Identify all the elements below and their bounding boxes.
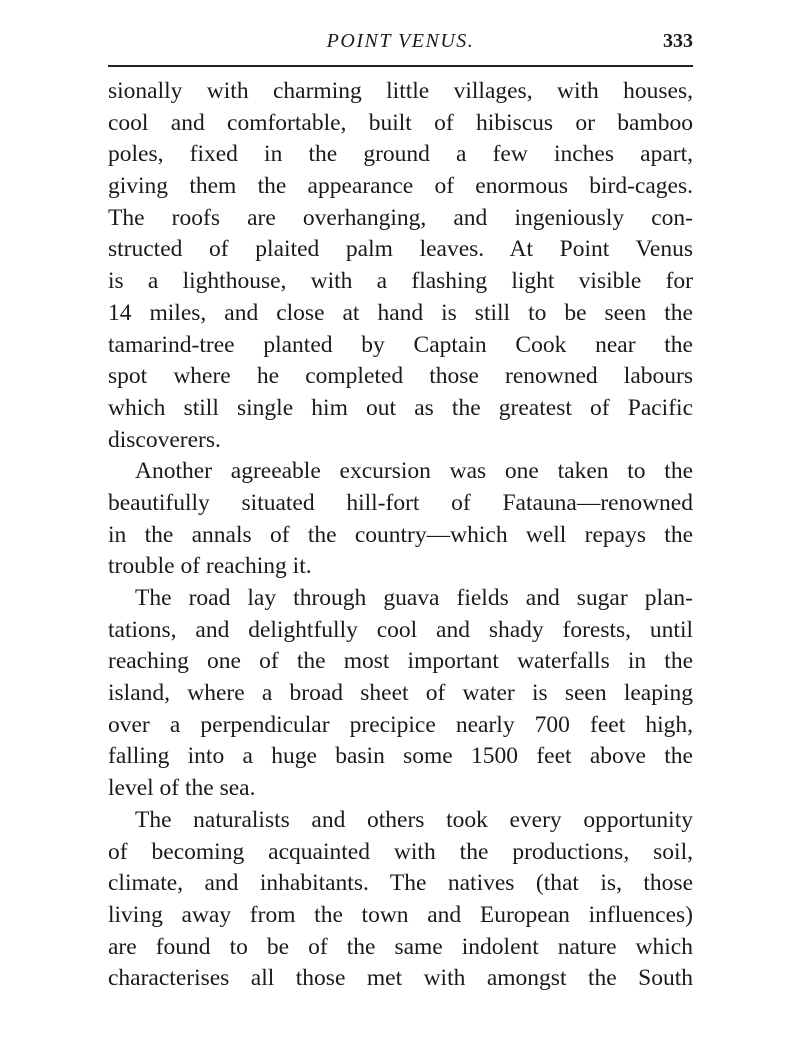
text-line: poles, fixed in the ground a few inches apart, — [108, 141, 693, 168]
paragraph — [108, 76, 693, 456]
running-title: POINT VENUS. — [326, 30, 475, 52]
text-line: The road lay through guava fields and sugar plan- — [135, 585, 693, 611]
text-line: tations, and delightfully cool and shady forests, until — [108, 616, 693, 643]
text-line: sionally with charming little villages, with houses, — [108, 78, 693, 104]
text-line: in the annals of the country—which well repays the — [108, 521, 693, 548]
running-head — [108, 30, 693, 58]
text-line: which still single him out as the greatest of Pacific — [108, 394, 693, 421]
text-line: structed of plaited palm leaves. At Point Venus — [108, 236, 693, 263]
text-line: of becoming acquainted with the productions, soil, — [108, 838, 693, 865]
text-line: are found to be of the same indolent nature which — [108, 933, 693, 960]
text-line: falling into a huge basin some 1500 feet above the — [108, 743, 693, 770]
text-line: The naturalists and others took every opportunity — [135, 806, 693, 833]
text-line: level of the sea. — [108, 775, 256, 802]
text-line: climate, and inhabitants. The natives (that is, those — [108, 870, 693, 897]
text-line: The roofs are overhanging, and ingeniously con- — [108, 204, 693, 231]
text-line: 14 miles, and close at hand is still to be seen the — [108, 299, 693, 326]
page-number: 333 — [663, 30, 693, 52]
text-line: cool and comfortable, built of hibiscus or bamboo — [108, 109, 693, 136]
text-line: Another agreeable excursion was one taken to the — [135, 458, 693, 485]
text-line: characterises all those met with amongst the South — [108, 965, 693, 992]
paragraph — [108, 805, 693, 995]
text-line: beautifully situated hill-fort of Fatauna—renowned — [108, 489, 693, 516]
text-line: living away from the town and European influences) — [108, 901, 693, 928]
text-line: trouble of reaching it. — [108, 553, 312, 580]
header-rule — [108, 65, 693, 67]
body-text — [108, 76, 693, 995]
text-line: island, where a broad sheet of water is seen leaping — [108, 680, 693, 707]
text-line: over a perpendicular precipice nearly 700 feet high, — [108, 711, 693, 738]
paragraph — [108, 456, 693, 583]
text-line: is a lighthouse, with a flashing light visible for — [108, 268, 693, 295]
text-line: tamarind-tree planted by Captain Cook near the — [108, 331, 693, 358]
text-line: spot where he completed those renowned labours — [108, 363, 693, 390]
text-line: reaching one of the most important waterfalls in the — [108, 648, 693, 675]
paragraph — [108, 583, 693, 805]
text-line: giving them the appearance of enormous bird-cages. — [108, 173, 693, 200]
text-line: discoverers. — [108, 426, 221, 453]
